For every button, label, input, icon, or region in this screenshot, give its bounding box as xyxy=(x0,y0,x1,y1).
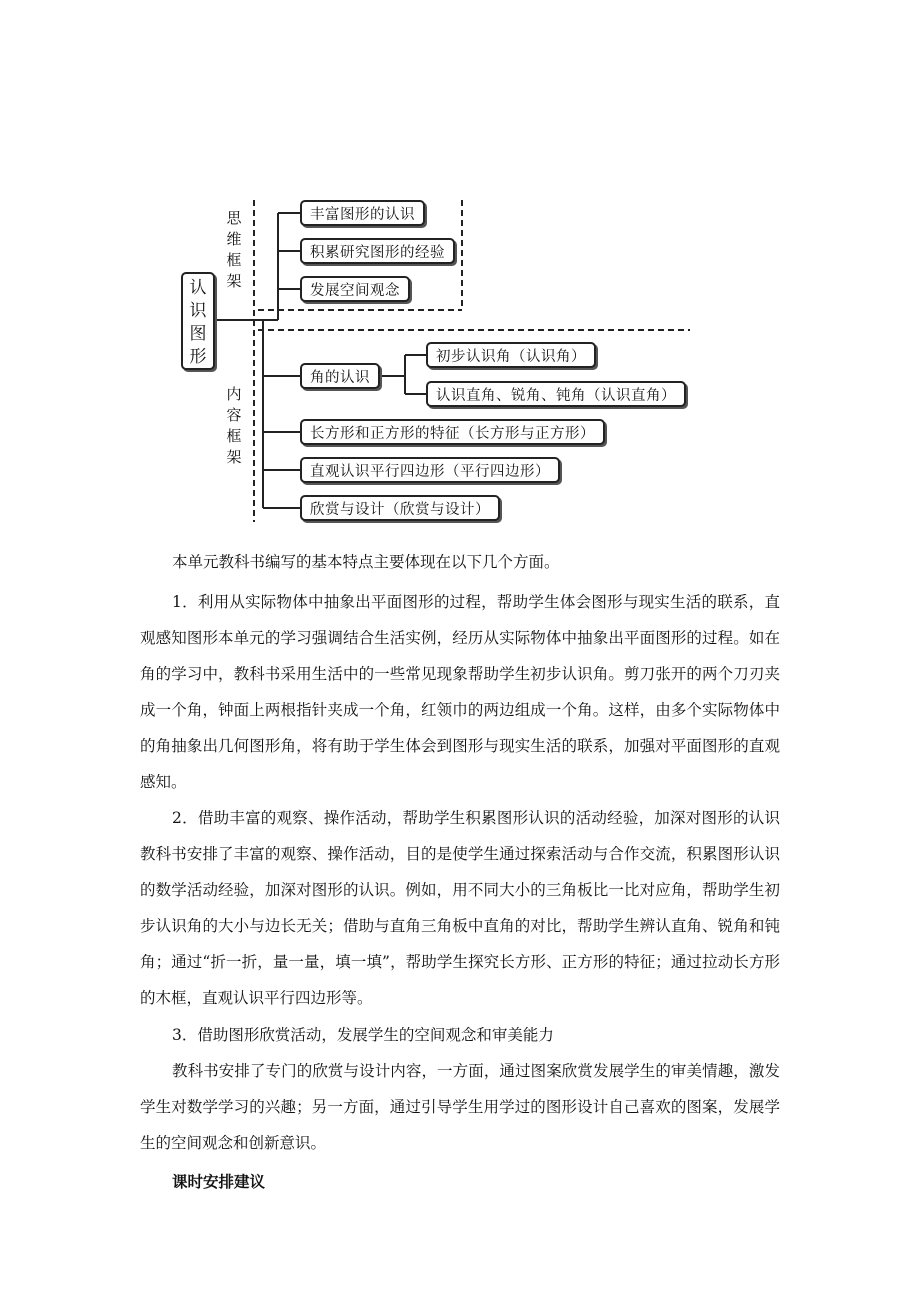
content-item: 长方形和正方形的特征（长方形与正方形） xyxy=(300,419,605,445)
point-1-paragraph: 1．利用从实际物体中抽象出平面图形的过程，帮助学生体会图形与现实生活的联系，直观感知图形本单元的学习强调结合生活实例，经历从实际物体中抽象出平面图形的过程。如在角的学习中，教科书采用生活中的一些常见现象帮助学生初步认识角。剪刀张开的两个刀刃夹成一个角，钟面上两根指针夹成一个角，红领巾的两边组成一个角。这样，由多个实际物体中的角抽象出几何图形角，将有助于学生体会到图形与现实生活的联系，加强对平面图形的直观感知。 xyxy=(140,593,780,791)
intro-paragraph: 本单元教科书编写的基本特点主要体现在以下几个方面。 xyxy=(172,553,560,571)
content-item: 欣赏与设计（欣赏与设计） xyxy=(300,495,500,521)
thinking-item: 丰富图形的认识 xyxy=(300,200,425,226)
thinking-framework-label: 思维框架 xyxy=(226,209,242,290)
thinking-item: 发展空间观念 xyxy=(300,276,410,302)
thinking-item: 积累研究图形的经验 xyxy=(300,238,455,264)
angle-sub-item: 初步认识角（认识角） xyxy=(426,342,596,368)
content-item: 直观认识平行四边形（平行四边形） xyxy=(300,457,560,483)
root-node: 认识图形 xyxy=(181,272,215,370)
angle-sub-item: 认识直角、锐角、钝角（认识直角） xyxy=(426,381,686,407)
point-2-paragraph: 2．借助丰富的观察、操作活动，帮助学生积累图形认识的活动经验，加深对图形的认识教科书安排了丰富的观察、操作活动，目的是使学生通过探索活动与合作交流，积累图形认识的数学活动经验，加深对图形的认识。例如，用不同大小的三角板比一比对应角，帮助学生初步认识角的大小与边长无关；借助与直角三角板中直角的对比，帮助学生辨认直角、锐角和钝角；通过“折一折，量一量，填一填”，帮助学生探究长方形、正方形的特征；通过拉动长方形的木框，直观认识平行四边形等。 xyxy=(140,809,780,1007)
content-item-angle: 角的认识 xyxy=(300,363,380,389)
content-framework-label: 内容框架 xyxy=(226,385,242,466)
concept-diagram xyxy=(0,0,920,540)
point-3-title: 3．借助图形欣赏活动，发展学生的空间观念和审美能力 xyxy=(172,1026,554,1044)
point-3-paragraph: 教科书安排了专门的欣赏与设计内容，一方面，通过图案欣赏发展学生的审美情趣，激发学生对数学学习的兴趣；另一方面，通过引导学生用学过的图形设计自己喜欢的图案，发展学生的空间观念和创新意识。 xyxy=(140,1062,780,1152)
section-heading: 课时安排建议 xyxy=(172,1173,266,1191)
